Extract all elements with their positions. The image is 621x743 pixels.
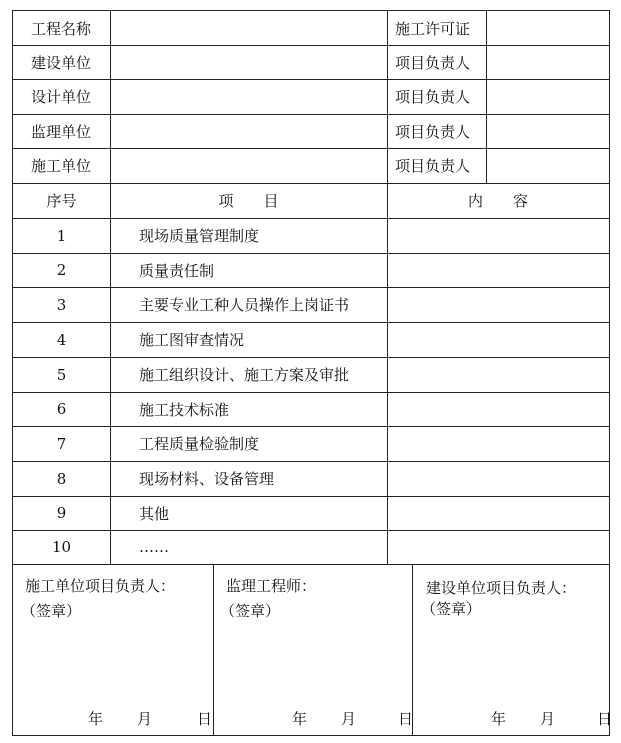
header-label-manager: 项目负责人	[395, 53, 471, 72]
header-label-designer: 设计单位	[31, 88, 92, 106]
signature-month: 月	[540, 709, 556, 728]
signature-title-builder: 建设单位项目负责人：	[426, 578, 577, 597]
row-divider	[13, 114, 609, 115]
row-divider	[13, 79, 609, 80]
item-number: 5	[56, 365, 67, 384]
item-number: 10	[51, 538, 72, 556]
item-text: 现场材料、设备管理	[139, 470, 275, 488]
header-label-contractor: 施工单位	[31, 157, 92, 175]
item-number: 4	[56, 330, 67, 349]
item-text: 工程质量检验制度	[139, 435, 260, 453]
signature-day: 日	[597, 709, 613, 728]
item-text: 质量责任制	[139, 261, 215, 280]
col-divider	[110, 11, 111, 564]
item-text: ……	[139, 538, 169, 556]
item-number: 8	[56, 469, 67, 488]
header-label-manager: 项目负责人	[395, 88, 471, 106]
signature-day: 日	[197, 709, 213, 728]
item-text: 施工图审查情况	[139, 331, 245, 349]
item-text: 施工技术标准	[139, 400, 230, 419]
item-number: 6	[56, 400, 67, 418]
item-number: 9	[56, 504, 67, 522]
signature-day: 日	[398, 709, 414, 728]
signature-title-contractor: 施工单位项目负责人：	[25, 576, 176, 595]
inspection-table	[12, 10, 613, 736]
column-header-content: 内 容	[467, 192, 528, 210]
col-divider	[486, 11, 487, 183]
signature-month: 月	[137, 709, 153, 728]
item-number: 7	[56, 434, 67, 453]
header-label-manager: 项目负责人	[395, 157, 471, 175]
signature-seal-contractor: （签章）	[21, 601, 82, 620]
header-label-supervisor: 监理单位	[31, 122, 92, 141]
signature-title-supervisor: 监理工程师：	[226, 576, 317, 595]
header-label-project-name: 工程名称	[31, 19, 92, 38]
col-divider	[387, 11, 388, 564]
item-text: 其他	[139, 504, 170, 523]
signature-seal-supervisor: （签章）	[220, 601, 281, 620]
item-number: 3	[56, 295, 67, 314]
row-divider	[13, 45, 609, 46]
column-header-seq: 序号	[46, 192, 77, 210]
row-divider	[13, 148, 609, 149]
signature-year: 年	[88, 709, 104, 728]
header-label-builder: 建设单位	[31, 53, 92, 72]
header-label-permit: 施工许可证	[395, 19, 471, 38]
item-text: 现场质量管理制度	[139, 227, 260, 245]
item-number: 1	[56, 226, 67, 245]
row-divider	[13, 564, 609, 565]
item-text: 施工组织设计、施工方案及审批	[139, 366, 350, 384]
header-label-manager: 项目负责人	[395, 122, 471, 141]
column-header-item: 项 目	[218, 192, 279, 210]
col-divider	[213, 564, 214, 736]
signature-seal-builder: （签章）	[421, 599, 482, 618]
item-text: 主要专业工种人员操作上岗证书	[139, 296, 350, 314]
signature-month: 月	[341, 709, 357, 728]
item-number: 2	[56, 261, 67, 279]
signature-year: 年	[491, 709, 507, 728]
signature-year: 年	[292, 709, 308, 728]
